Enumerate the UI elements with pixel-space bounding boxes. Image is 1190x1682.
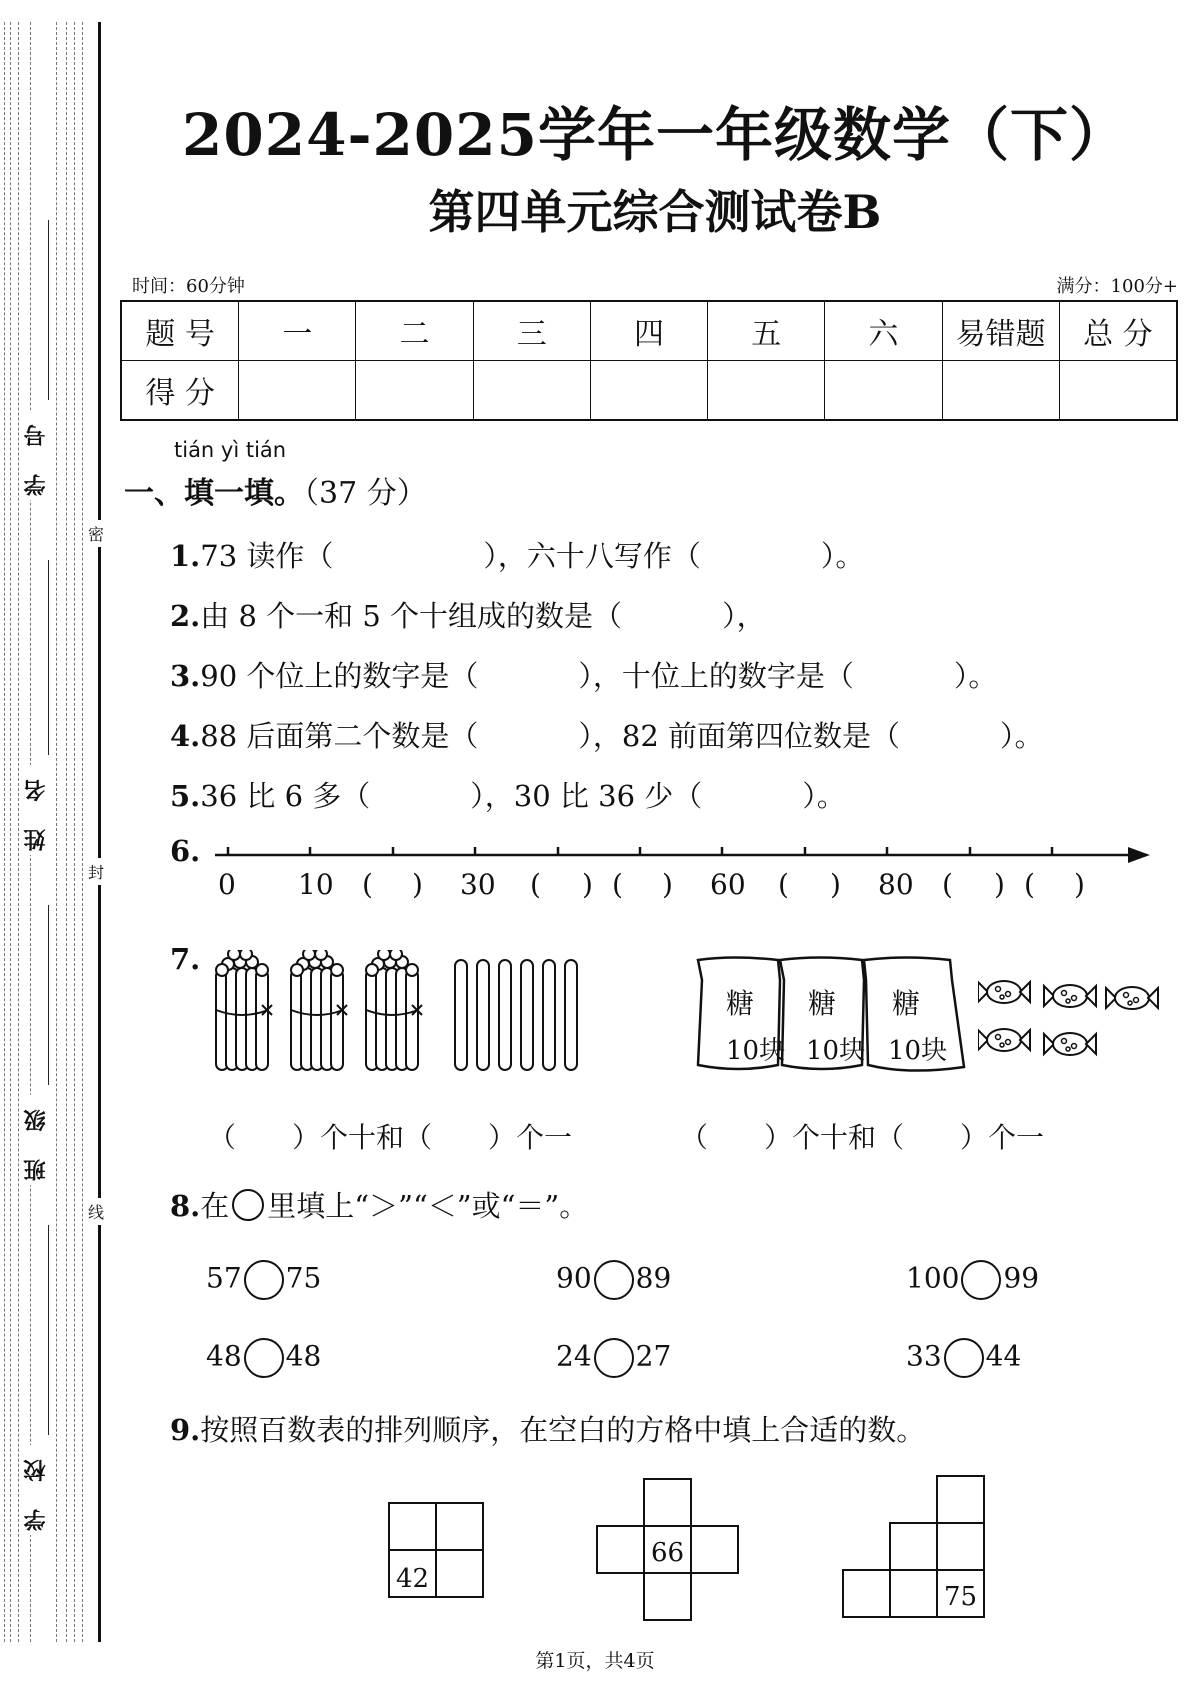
question-2 bbox=[170, 594, 766, 635]
score-cell[interactable] bbox=[825, 361, 942, 421]
score-cell[interactable] bbox=[708, 361, 825, 421]
compare-right: 75 bbox=[285, 1261, 322, 1295]
compare-item bbox=[206, 1260, 321, 1300]
student-id-line bbox=[48, 220, 49, 400]
class-label: 班 级 bbox=[20, 1095, 50, 1185]
score-table bbox=[120, 300, 1178, 421]
grid-cell[interactable] bbox=[936, 1522, 985, 1571]
question-number: 6. bbox=[170, 834, 201, 868]
question-9 bbox=[170, 1408, 925, 1449]
compare-left: 33 bbox=[906, 1339, 942, 1373]
page-title: 2024-2025学年一年级数学（下） bbox=[182, 101, 1128, 169]
number-line-blank-open: ( bbox=[778, 868, 789, 901]
page-subtitle: 第四单元综合测试卷B bbox=[428, 185, 882, 239]
compare-right: 89 bbox=[635, 1261, 672, 1295]
number-line-blank-open: ( bbox=[530, 868, 541, 901]
school-label: 学 校 bbox=[20, 1445, 50, 1535]
candy-bag-label: 糖 bbox=[726, 987, 755, 1020]
loose-candies-illustration bbox=[978, 980, 1168, 1060]
page-number: 第1页，共4页 bbox=[535, 1650, 655, 1672]
grid-cell[interactable] bbox=[842, 1569, 891, 1618]
question-text: 88 后面第二个数是（ bbox=[200, 719, 479, 753]
score-header-cell: 易错题 bbox=[942, 301, 1059, 361]
score-row-label: 得 分 bbox=[121, 361, 239, 421]
question-text: 90 个位上的数字是（ bbox=[200, 659, 479, 693]
question-3 bbox=[170, 654, 997, 695]
grid-cell[interactable] bbox=[388, 1502, 437, 1551]
score-header-cell: 题 号 bbox=[121, 301, 239, 361]
question-text: ）， bbox=[722, 599, 766, 633]
compare-right: 48 bbox=[285, 1339, 322, 1373]
name-line bbox=[48, 560, 49, 755]
seal-mark-feng: 封 bbox=[88, 858, 104, 885]
seal-mark-mi: 密 bbox=[88, 520, 104, 547]
stick-bundles-illustration bbox=[212, 950, 592, 1075]
question-7 bbox=[170, 942, 200, 976]
q7-answer-left[interactable]: （ ）个十和（ ）个一 bbox=[208, 1121, 573, 1154]
question-text: 按照百数表的排列顺序，在空白的方格中填上合适的数。 bbox=[200, 1413, 926, 1447]
number-line-label: 60 bbox=[710, 868, 746, 901]
compare-right: 44 bbox=[985, 1339, 1022, 1373]
score-header-cell: 五 bbox=[708, 301, 825, 361]
grid-cell[interactable] bbox=[643, 1572, 692, 1621]
compare-item bbox=[906, 1338, 1021, 1378]
grid-cell[interactable] bbox=[889, 1522, 938, 1571]
section-points: （37 分） bbox=[304, 476, 427, 511]
grid-cell[interactable] bbox=[596, 1525, 645, 1574]
score-header-cell: 六 bbox=[825, 301, 942, 361]
candy-bag-label: 糖 bbox=[808, 987, 837, 1020]
compare-item bbox=[906, 1260, 1039, 1300]
class-line bbox=[48, 905, 49, 1085]
compare-left: 57 bbox=[206, 1261, 242, 1295]
number-line-blank-close: ) bbox=[412, 868, 423, 901]
compare-circle[interactable] bbox=[594, 1260, 634, 1300]
grid-cell[interactable] bbox=[643, 1478, 692, 1527]
compare-circle[interactable] bbox=[244, 1338, 284, 1378]
question-text: 里填上“＞”“＜”或“＝”。 bbox=[267, 1189, 589, 1223]
question-text: 在 bbox=[200, 1189, 230, 1223]
school-line bbox=[48, 1225, 49, 1435]
question-5 bbox=[170, 774, 846, 815]
score-header-cell: 二 bbox=[356, 301, 473, 361]
question-8 bbox=[170, 1184, 588, 1225]
grid-cell[interactable] bbox=[936, 1475, 985, 1524]
question-text: ）。 bbox=[820, 539, 865, 573]
score-header-cell: 四 bbox=[590, 301, 707, 361]
question-text: ）。 bbox=[802, 779, 846, 813]
number-line-label: 30 bbox=[460, 868, 496, 901]
score-cell[interactable] bbox=[590, 361, 707, 421]
binding-line bbox=[98, 22, 101, 1642]
number-line-blank-close: ) bbox=[994, 868, 1005, 901]
question-text: 73 读作（ bbox=[200, 539, 334, 573]
question-text: ），六十八写作（ bbox=[483, 539, 701, 573]
number-line-blank-close: ) bbox=[662, 868, 673, 901]
grid-cell-given: 66 bbox=[643, 1525, 692, 1574]
number-line-label: 10 bbox=[298, 868, 334, 901]
compare-item bbox=[206, 1338, 321, 1378]
score-cell[interactable] bbox=[942, 361, 1059, 421]
question-number: 5. bbox=[170, 779, 201, 813]
question-number: 9. bbox=[170, 1413, 201, 1447]
compare-circle[interactable] bbox=[961, 1260, 1001, 1300]
grid-cell-given: 42 bbox=[388, 1549, 437, 1598]
compare-right: 99 bbox=[1003, 1261, 1040, 1295]
question-number: 8. bbox=[170, 1189, 201, 1223]
grid-cell[interactable] bbox=[435, 1502, 484, 1551]
section-pinyin: tián yì tián bbox=[174, 438, 287, 462]
full-score: 满分：100分+ bbox=[1056, 276, 1178, 297]
question-text: ）。 bbox=[1000, 719, 1044, 753]
score-cell[interactable] bbox=[356, 361, 473, 421]
student-id-label: 学 号 bbox=[20, 410, 50, 500]
seal-mark-xian: 线 bbox=[88, 1198, 104, 1225]
number-line-blank-close: ) bbox=[830, 868, 841, 901]
score-table-header-row bbox=[121, 301, 1177, 361]
number-line-blank-open: ( bbox=[612, 868, 623, 901]
question-text: ），十位上的数字是（ bbox=[578, 659, 854, 693]
score-header-cell: 一 bbox=[239, 301, 356, 361]
compare-left: 100 bbox=[906, 1261, 960, 1295]
number-line-label: 0 bbox=[218, 868, 236, 901]
number-line bbox=[210, 840, 1155, 870]
compare-right: 27 bbox=[635, 1339, 672, 1373]
compare-left: 90 bbox=[556, 1261, 592, 1295]
compare-item bbox=[556, 1338, 671, 1378]
question-number: 2. bbox=[170, 599, 201, 633]
candy-bag-count: 10块 bbox=[806, 1036, 866, 1066]
number-line-blank-open: ( bbox=[942, 868, 953, 901]
compare-left: 24 bbox=[556, 1339, 592, 1373]
compare-circle[interactable] bbox=[244, 1260, 284, 1300]
number-line-blank-open: ( bbox=[362, 868, 373, 901]
question-number: 4. bbox=[170, 719, 201, 753]
score-cell[interactable] bbox=[239, 361, 356, 421]
compare-item bbox=[556, 1260, 671, 1300]
score-table-score-row bbox=[121, 361, 1177, 421]
circle-symbol bbox=[232, 1189, 264, 1221]
time-limit: 时间：60分钟 bbox=[132, 276, 245, 297]
question-number: 7. bbox=[170, 942, 201, 976]
compare-circle[interactable] bbox=[944, 1338, 984, 1378]
question-4 bbox=[170, 714, 1044, 755]
score-header-cell: 三 bbox=[473, 301, 590, 361]
score-cell[interactable] bbox=[473, 361, 590, 421]
candy-bag-label: 糖 bbox=[892, 987, 921, 1020]
score-cell[interactable] bbox=[1059, 361, 1177, 421]
question-text: 由 8 个一和 5 个十组成的数是（ bbox=[200, 599, 623, 633]
question-text: ）。 bbox=[953, 659, 998, 693]
question-number: 1. bbox=[170, 539, 201, 573]
candy-bag-count: 10块 bbox=[726, 1036, 786, 1066]
number-line-label: 80 bbox=[878, 868, 914, 901]
number-line-blank-open: ( bbox=[1024, 868, 1035, 901]
score-header-cell: 总 分 bbox=[1059, 301, 1177, 361]
number-line-blank-close: ) bbox=[1074, 868, 1085, 901]
grid-cell[interactable] bbox=[435, 1549, 484, 1598]
candy-bag-count: 10块 bbox=[888, 1036, 948, 1066]
question-number: 3. bbox=[170, 659, 201, 693]
name-label: 姓 名 bbox=[20, 765, 50, 855]
question-text: ），82 前面第四位数是（ bbox=[578, 719, 901, 753]
question-text: 36 比 6 多（ bbox=[200, 779, 371, 813]
question-1 bbox=[170, 534, 864, 575]
grid-cell[interactable] bbox=[889, 1569, 938, 1618]
compare-circle[interactable] bbox=[594, 1338, 634, 1378]
grid-cell-given: 75 bbox=[936, 1569, 985, 1618]
grid-cell[interactable] bbox=[690, 1525, 739, 1574]
q7-answer-right[interactable]: （ ）个十和（ ）个一 bbox=[680, 1121, 1045, 1154]
binding-margin bbox=[0, 22, 108, 1642]
question-text: ），30 比 36 少（ bbox=[470, 779, 703, 813]
section-title-text: 一、填一填。 bbox=[124, 476, 304, 511]
section-title bbox=[124, 468, 427, 512]
number-line-blank-close: ) bbox=[582, 868, 593, 901]
question-6 bbox=[170, 834, 200, 868]
compare-left: 48 bbox=[206, 1339, 242, 1373]
